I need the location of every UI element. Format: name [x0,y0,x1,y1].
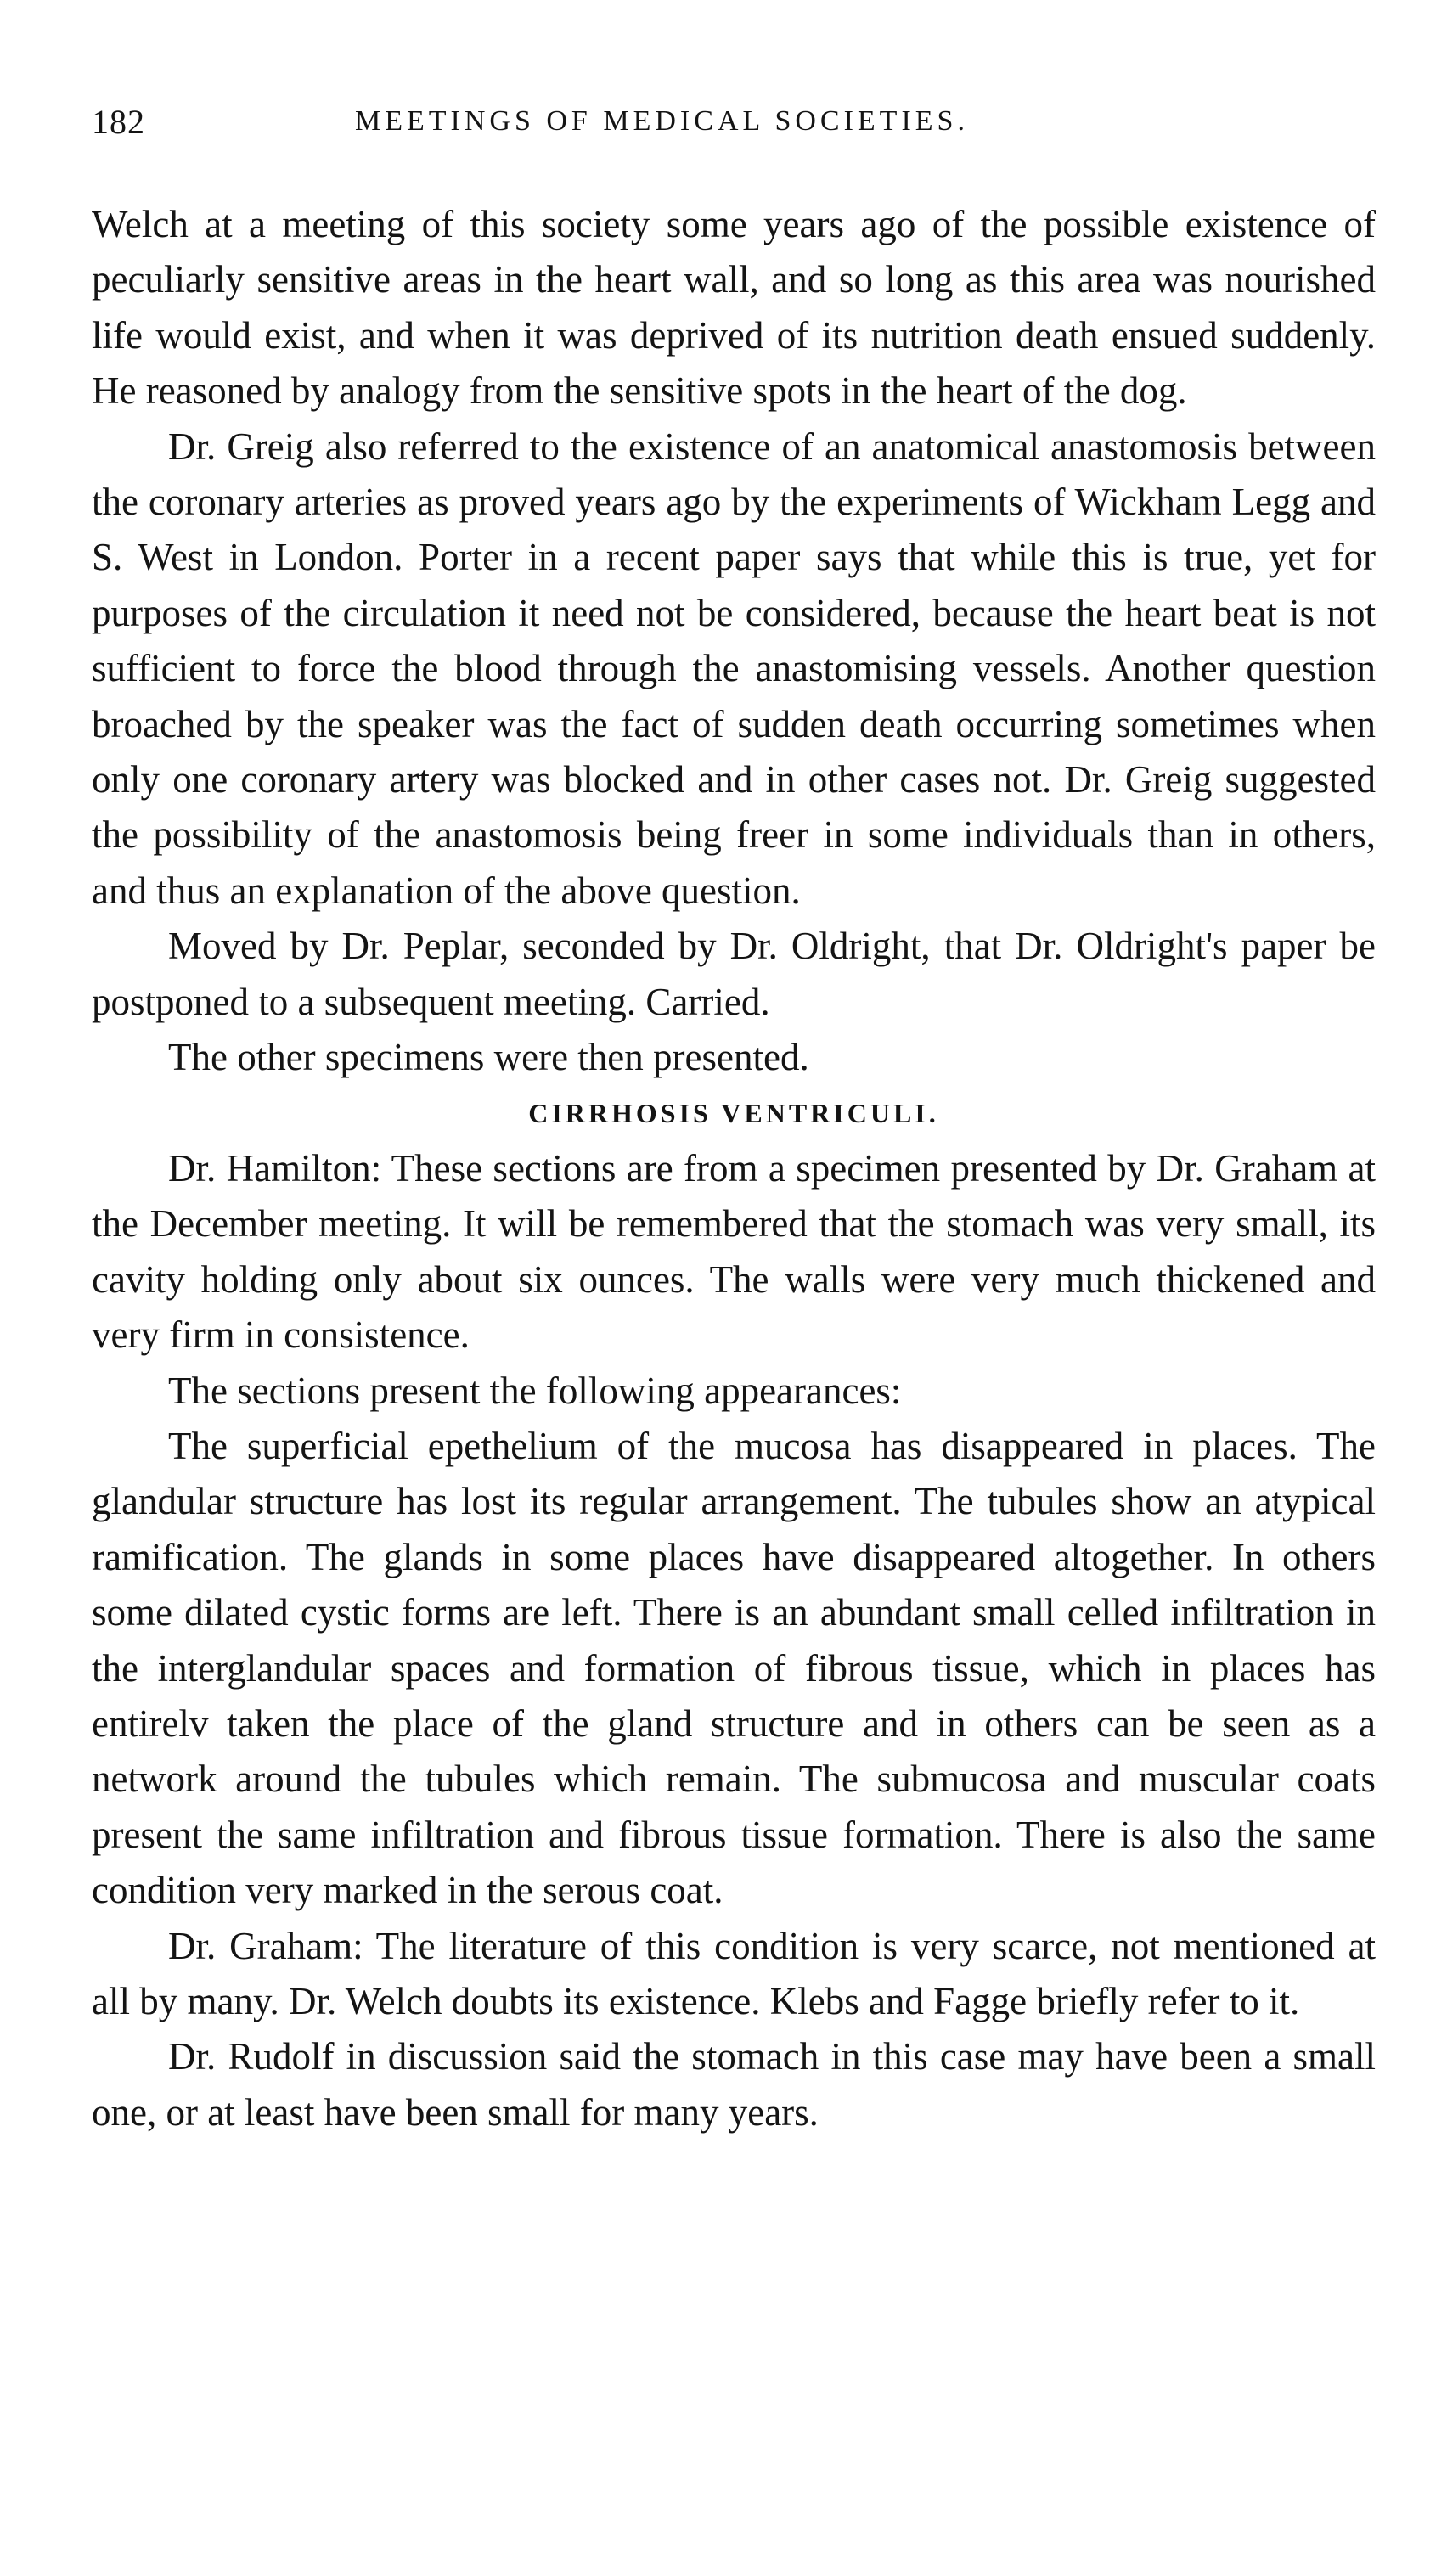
section-heading: CIRRHOSIS VENTRICULI. [528,1097,939,1128]
paragraph-appearances-intro: The sections present the following appearances: [168,1369,902,1412]
paragraph-greig: Dr. Greig also referred to the existence of an anatomical anastomosis between the coronary arteries as proved years ago by the experiments of Wickham Legg and S. West in London. Porter in a recent paper says that while this is true, yet for purposes of the circulation it need not be considered, because the heart beat is not sufficient to force the blood through the anastomising vessels. Another question broached by the speaker was the fact of sudden death occurring sometimes when only one coronary artery was blocked and in other cases not. Dr. Greig suggested the possibility of the anastomosis being freer in some individuals than in others, and thus an explanation of the above question. [92,425,1376,912]
page-number: 182 [92,103,145,141]
paragraph-hamilton: Dr. Hamilton: These sections are from a specimen presented by Dr. Graham at the December meeting. It will be remembered that the stomach was very small, its cavity holding only about six ounces. The walls were very much thickened and very firm in consistence. [92,1146,1376,1357]
paragraph-specimens: The other specimens were then presented. [168,1036,809,1079]
paragraph-appearances: The superficial epethelium of the mucosa has disappeared in places. The glandular structure has lost its regular arrangement. The tubules show an atypical ramification. The glands in some places have disappeared altogether. In others some dilated cystic forms are left. There is an abundant small celled infiltration in the interglandular spaces and formation of fibrous tissue, which in places has entirelv taken the place of the gland structure and in others can be seen as a network around the tubules which remain. The submucosa and muscular coats present the same infiltration and fibrous tissue formation. There is also the same condition very marked in the serous coat. [92,1424,1376,1912]
paragraph-motion: Moved by Dr. Peplar, seconded by Dr. Oldright, that Dr. Oldright's paper be postponed to a subsequent meeting. Carried. [92,925,1376,1023]
paragraph-rudolf: Dr. Rudolf in discussion said the stomach in this case may have been a small one, or at least have been small for many years. [92,2035,1376,2134]
book-page [92,0,1376,2576]
paragraph-graham: Dr. Graham: The literature of this condition is very scarce, not mentioned at all by many. Dr. Welch doubts its existence. Klebs and Fagge briefly refer to it. [92,1924,1376,2022]
page-header [92,102,1376,153]
body-text [92,197,1376,2140]
paragraph-continued: Welch at a meeting of this society some years ago of the possible existence of peculiarly sensitive areas in the heart wall, and so long as this area was nourished life would exist, and when it was deprived of its nutrition death ensued suddenly. He reasoned by analogy from the sensitive spots in the heart of the dog. [92,203,1376,413]
running-title: MEETINGS OF MEDICAL SOCIETIES. [355,105,969,137]
